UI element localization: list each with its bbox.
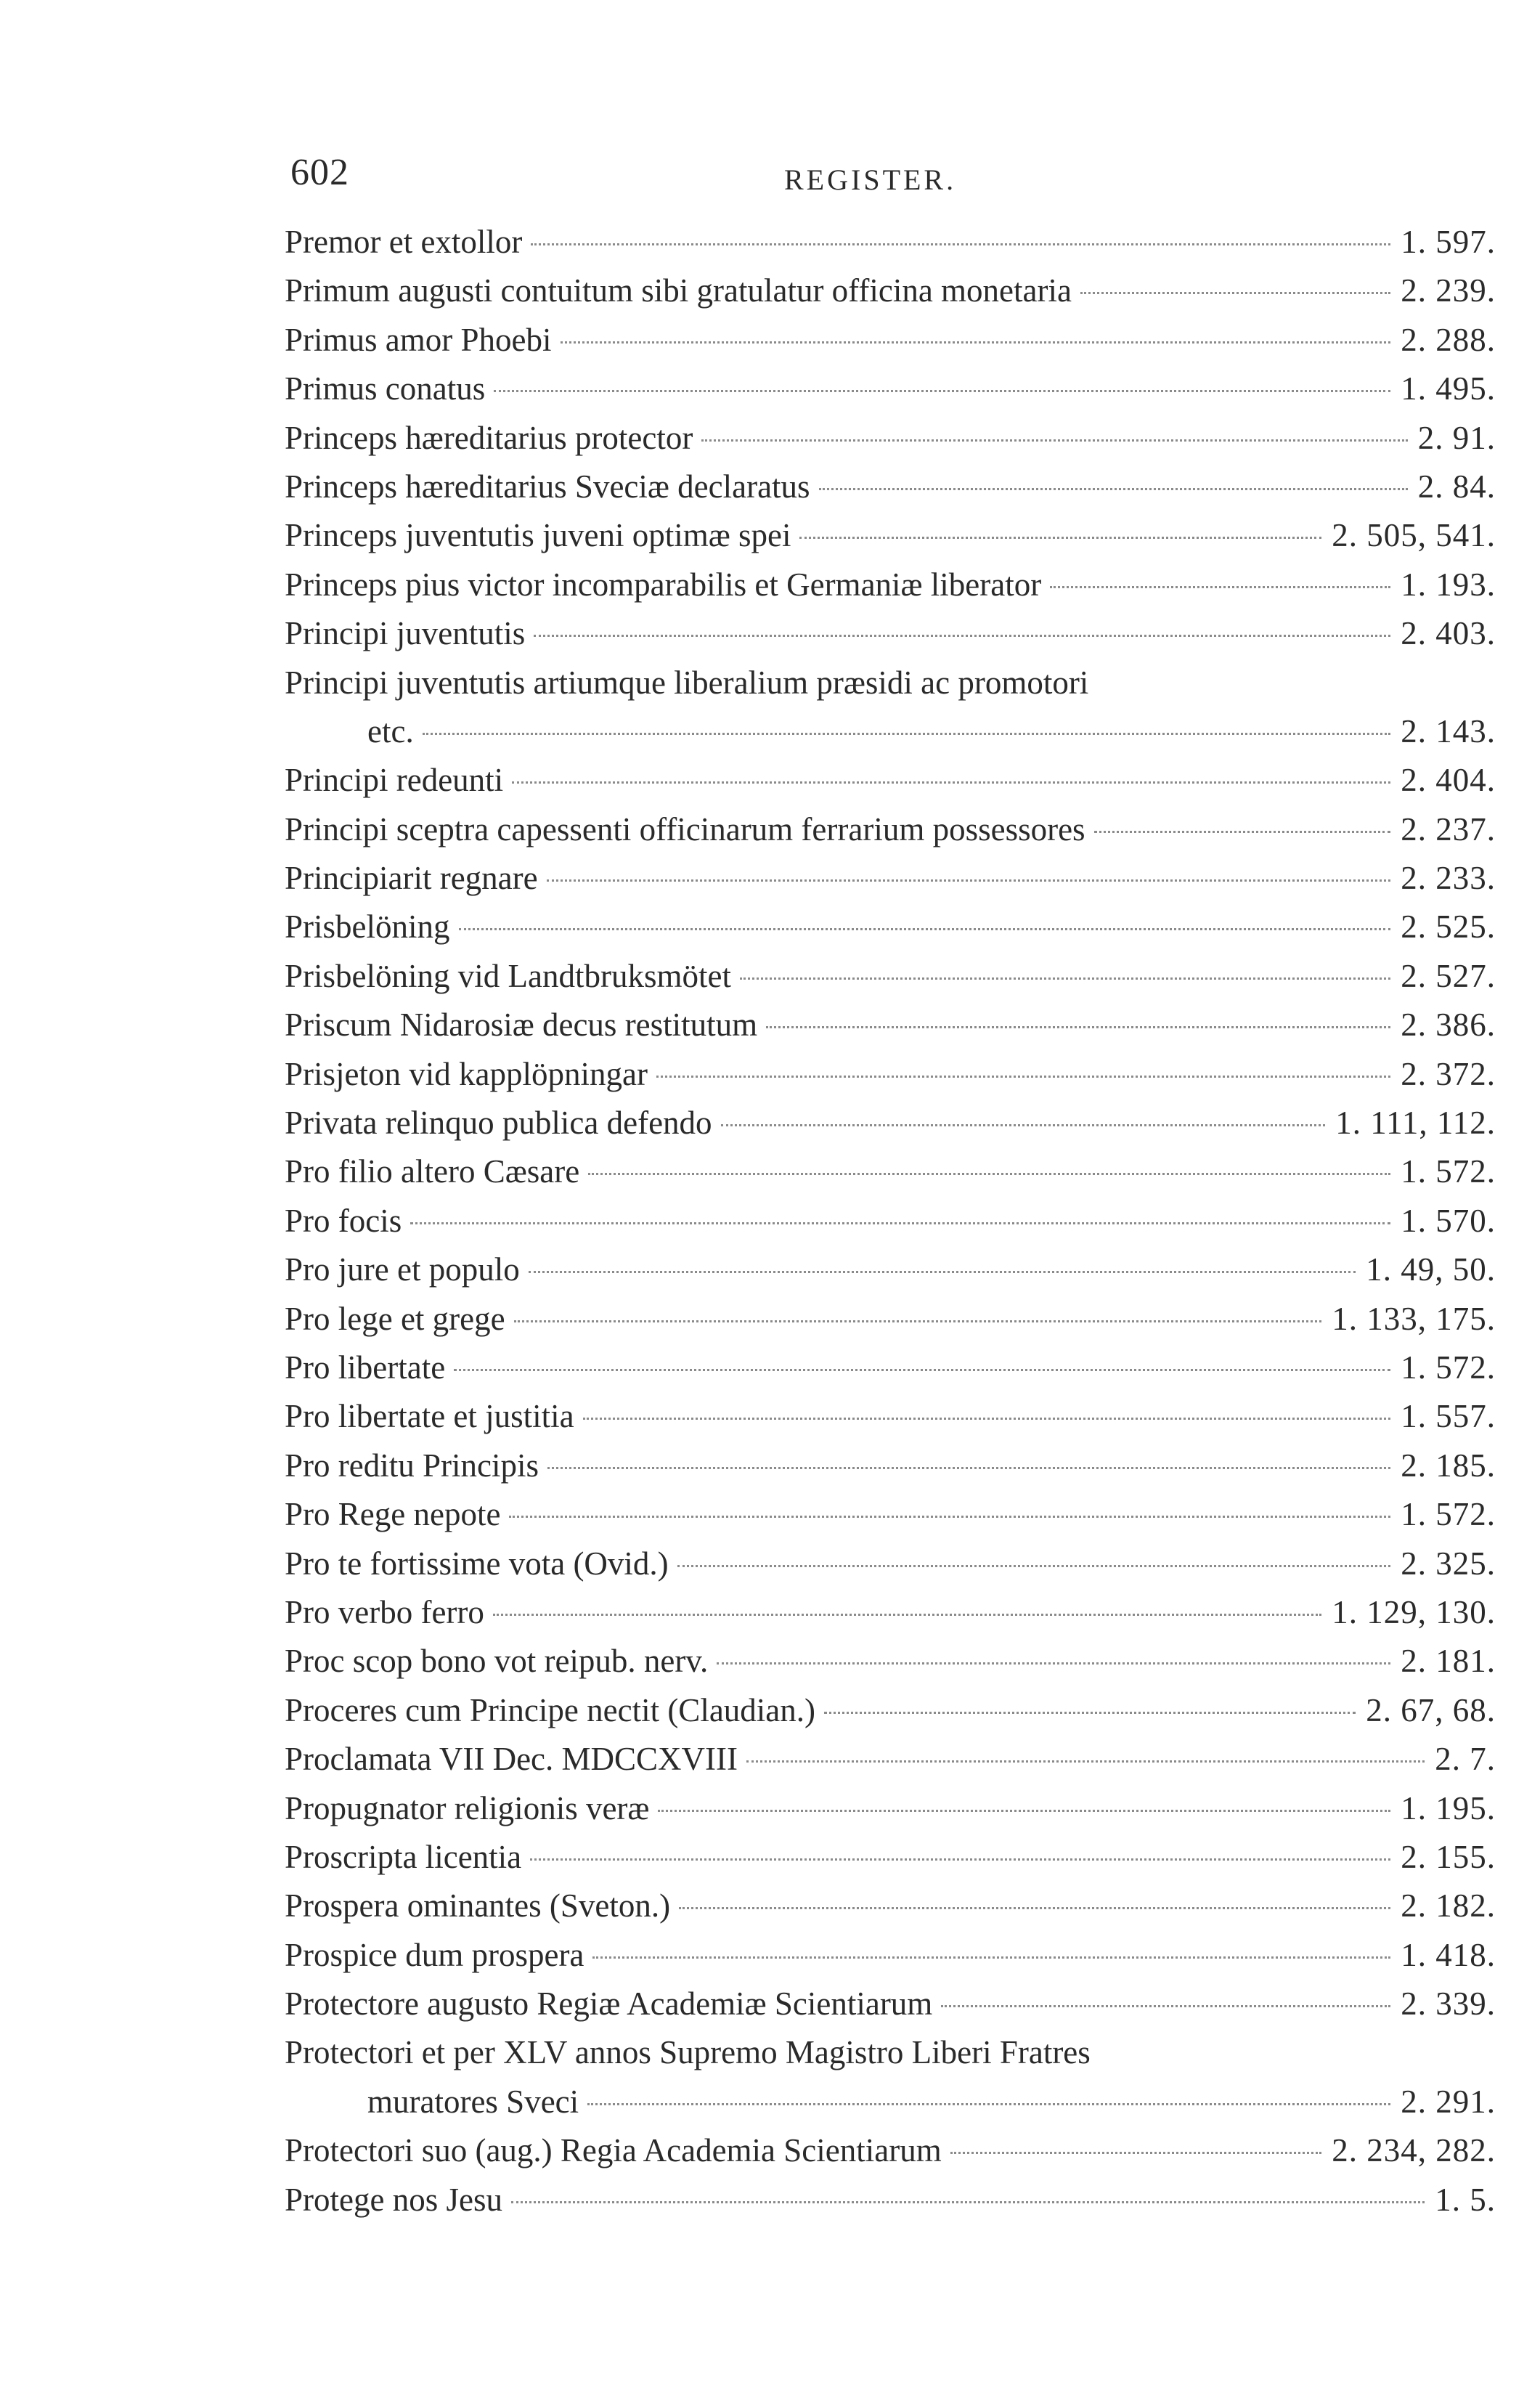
entry-title: Primus amor Phoebi [285, 321, 552, 358]
entry-title: Primum augusti contuitum sibi gratulatur officina monetaria [285, 272, 1072, 309]
dot-leader [514, 1320, 1322, 1322]
dot-leader [534, 635, 1390, 637]
index-entry-continuation [285, 707, 1496, 756]
register-entries [285, 218, 1496, 2224]
entry-reference: 1. 133, 175. [1332, 1300, 1496, 1337]
dot-leader [561, 341, 1391, 344]
entry-reference: 2. 84. [1417, 468, 1496, 505]
index-entry [285, 659, 1496, 707]
dot-leader [529, 1271, 1356, 1273]
index-entry [285, 365, 1496, 413]
index-entry [285, 1784, 1496, 1833]
index-entry [285, 414, 1496, 463]
entry-title: Priscum Nidarosiæ decus restitutum [285, 1007, 758, 1044]
entry-reference: 1. 572. [1401, 1349, 1496, 1386]
dot-leader [547, 879, 1391, 882]
dot-leader [493, 1614, 1321, 1616]
index-entry [285, 854, 1496, 903]
dot-leader [766, 1026, 1390, 1028]
entry-title: Proscripta licentia [285, 1838, 522, 1875]
dot-leader [950, 2152, 1322, 2154]
index-entry [285, 756, 1496, 805]
index-entry [285, 463, 1496, 511]
page-number: 602 [290, 152, 349, 193]
entry-reference: 2. 339. [1401, 1985, 1496, 2023]
entry-title: Principi juventutis artiumque liberalium præsidi ac promotori [285, 664, 1089, 701]
index-entry [285, 1588, 1496, 1637]
entry-reference: 2. 185. [1401, 1447, 1496, 1484]
index-entry [285, 1540, 1496, 1588]
dot-leader [941, 2005, 1390, 2007]
index-entry [285, 1245, 1496, 1294]
entry-reference: 1. 418. [1401, 1936, 1496, 1973]
entry-reference: 2. 372. [1401, 1055, 1496, 1092]
dot-leader [454, 1369, 1390, 1371]
entry-reference: 1. 195. [1401, 1789, 1496, 1826]
entry-title: Prisbelöning [285, 909, 450, 946]
index-entry [285, 903, 1496, 951]
entry-reference: 1. 49, 50. [1366, 1251, 1496, 1288]
entry-reference: 2. 143. [1401, 712, 1496, 749]
entry-title: Protectori et per XLV annos Supremo Magistro Liberi Fratres [285, 2034, 1091, 2071]
entry-title: Primus conatus [285, 370, 486, 407]
entry-reference: 2. 155. [1401, 1838, 1496, 1875]
entry-reference: 1. 111, 112. [1335, 1105, 1496, 1142]
index-entry [285, 561, 1496, 609]
dot-leader [1050, 586, 1390, 588]
index-entry [285, 511, 1496, 560]
dot-leader [721, 1124, 1326, 1126]
index-entry [285, 2126, 1496, 2175]
dot-leader [679, 1907, 1390, 1909]
dot-leader [588, 1173, 1390, 1175]
entry-title: Pro verbo ferro [285, 1593, 484, 1630]
entry-title: Proceres cum Principe nectit (Claudian.) [285, 1691, 816, 1728]
index-entry [285, 267, 1496, 315]
dot-leader [423, 733, 1391, 735]
entry-title: Premor et extollor [285, 224, 523, 260]
entry-reference: 2. 67, 68. [1366, 1691, 1496, 1728]
index-entry [285, 1686, 1496, 1735]
entry-title: Pro lege et grege [285, 1300, 505, 1337]
entry-title: Propugnator religionis veræ [285, 1789, 650, 1826]
entry-title: Pro filio altero Cæsare [285, 1153, 580, 1190]
entry-reference: 2. 181. [1401, 1643, 1496, 1680]
entry-reference: 2. 7. [1435, 1741, 1496, 1778]
entry-title: Principi sceptra capessenti officinarum ferrarium possessores [285, 810, 1085, 847]
entry-reference: 2. 234, 282. [1332, 2132, 1496, 2169]
entry-title: Prisbelöning vid Landtbruksmötet [285, 957, 731, 994]
entry-reference: 2. 404. [1401, 762, 1496, 799]
dot-leader [531, 243, 1390, 245]
entry-title: Pro focis [285, 1202, 402, 1239]
entry-title: Princeps juventutis juveni optimæ spei [285, 517, 791, 554]
index-entry [285, 316, 1496, 365]
entry-reference: 2. 527. [1401, 957, 1496, 994]
dot-leader [656, 1076, 1390, 1078]
entry-title: Princeps hæreditarius Sveciæ declaratus [285, 468, 810, 505]
index-entry [285, 1442, 1496, 1490]
entry-title: Principi redeunti [285, 762, 504, 799]
dot-leader [587, 2103, 1390, 2105]
dot-leader [530, 1858, 1390, 1861]
entry-reference: 2. 505, 541. [1332, 517, 1496, 554]
index-entry [285, 1490, 1496, 1539]
index-entry [285, 1882, 1496, 1930]
index-entry [285, 1344, 1496, 1392]
entry-reference: 1. 597. [1401, 224, 1496, 260]
dot-leader [583, 1418, 1391, 1420]
entry-reference: 2. 525. [1401, 909, 1496, 946]
entry-title: Principiarit regnare [285, 860, 538, 897]
dot-leader [1080, 292, 1390, 294]
entry-reference: 1. 572. [1401, 1153, 1496, 1190]
entry-reference: 2. 403. [1401, 615, 1496, 652]
entry-title: Proc scop bono vot reipub. nerv. [285, 1643, 709, 1680]
dot-leader [658, 1810, 1390, 1812]
entry-reference: 2. 325. [1401, 1545, 1496, 1582]
entry-reference: 2. 288. [1401, 321, 1496, 358]
index-entry-continuation [285, 2078, 1496, 2126]
entry-title: Pro libertate [285, 1349, 446, 1386]
index-entry [285, 609, 1496, 658]
entry-reference: 1. 557. [1401, 1398, 1496, 1435]
index-entry [285, 1980, 1496, 2028]
entry-reference: 2. 291. [1401, 2083, 1496, 2120]
entry-title: Principi juventutis [285, 615, 526, 652]
entry-reference: 1. 572. [1401, 1496, 1496, 1533]
dot-leader [824, 1712, 1356, 1714]
index-entry [285, 218, 1496, 267]
entry-reference: 1. 129, 130. [1332, 1593, 1496, 1630]
dot-leader [701, 439, 1407, 442]
dot-leader [509, 1516, 1390, 1518]
dot-leader [459, 928, 1391, 930]
index-entry [285, 1931, 1496, 1980]
entry-reference: 2. 182. [1401, 1887, 1496, 1924]
index-entry [285, 1197, 1496, 1245]
index-entry [285, 1001, 1496, 1049]
entry-reference: 1. 570. [1401, 1202, 1496, 1239]
entry-title: Princeps pius victor incomparabilis et Germaniæ liberator [285, 566, 1042, 603]
entry-title: Pro te fortissime vota (Ovid.) [285, 1545, 669, 1582]
entry-title: Proclamata VII Dec. MDCCXVIII [285, 1741, 738, 1778]
page-header [290, 151, 1488, 202]
dot-leader [740, 977, 1390, 980]
dot-leader [677, 1565, 1391, 1567]
index-entry [285, 1147, 1496, 1196]
index-entry [285, 1392, 1496, 1441]
dot-leader [1094, 831, 1391, 833]
entry-title: Pro reditu Principis [285, 1447, 539, 1484]
index-entry [285, 2176, 1496, 2224]
running-title: REGISTER. [784, 163, 957, 196]
dot-leader [410, 1222, 1390, 1224]
entry-reference: 1. 193. [1401, 566, 1496, 603]
dot-leader [494, 390, 1390, 392]
entry-reference: 2. 237. [1401, 810, 1496, 847]
entry-title: muratores Sveci [367, 2083, 579, 2120]
dot-leader [799, 537, 1321, 539]
entry-title: Pro Rege nepote [285, 1496, 501, 1533]
entry-title: Pro libertate et justitia [285, 1398, 574, 1435]
entry-reference: 2. 233. [1401, 860, 1496, 897]
entry-title: etc. [367, 712, 414, 749]
index-entry [285, 1295, 1496, 1344]
index-entry [285, 1099, 1496, 1147]
entry-reference: 2. 386. [1401, 1007, 1496, 1044]
entry-title: Protectori suo (aug.) Regia Academia Scientiarum [285, 2132, 942, 2169]
entry-title: Princeps hæreditarius protector [285, 419, 693, 456]
index-entry [285, 1637, 1496, 1686]
dot-leader [592, 1956, 1390, 1959]
entry-title: Protectore augusto Regiæ Academiæ Scientiarum [285, 1985, 933, 2023]
entry-reference: 2. 91. [1417, 419, 1496, 456]
entry-reference: 2. 239. [1401, 272, 1496, 309]
dot-leader [511, 2201, 1425, 2203]
entry-title: Prospera ominantes (Sveton.) [285, 1887, 671, 1924]
index-entry [285, 1735, 1496, 1784]
dot-leader [819, 488, 1408, 490]
dot-leader [717, 1662, 1390, 1664]
dot-leader [512, 781, 1390, 784]
index-entry [285, 1833, 1496, 1882]
entry-title: Prospice dum prospera [285, 1936, 584, 1973]
entry-title: Privata relinquo publica defendo [285, 1105, 712, 1142]
entry-title: Pro jure et populo [285, 1251, 520, 1288]
entry-title: Protege nos Jesu [285, 2181, 502, 2218]
index-entry [285, 805, 1496, 854]
dot-leader [746, 1760, 1425, 1763]
entry-title: Prisjeton vid kapplöpningar [285, 1055, 648, 1092]
index-entry [285, 952, 1496, 1001]
dot-leader [547, 1467, 1390, 1469]
entry-reference: 1. 5. [1435, 2181, 1496, 2218]
index-entry [285, 1050, 1496, 1099]
entry-reference: 1. 495. [1401, 370, 1496, 407]
index-entry [285, 2028, 1496, 2077]
